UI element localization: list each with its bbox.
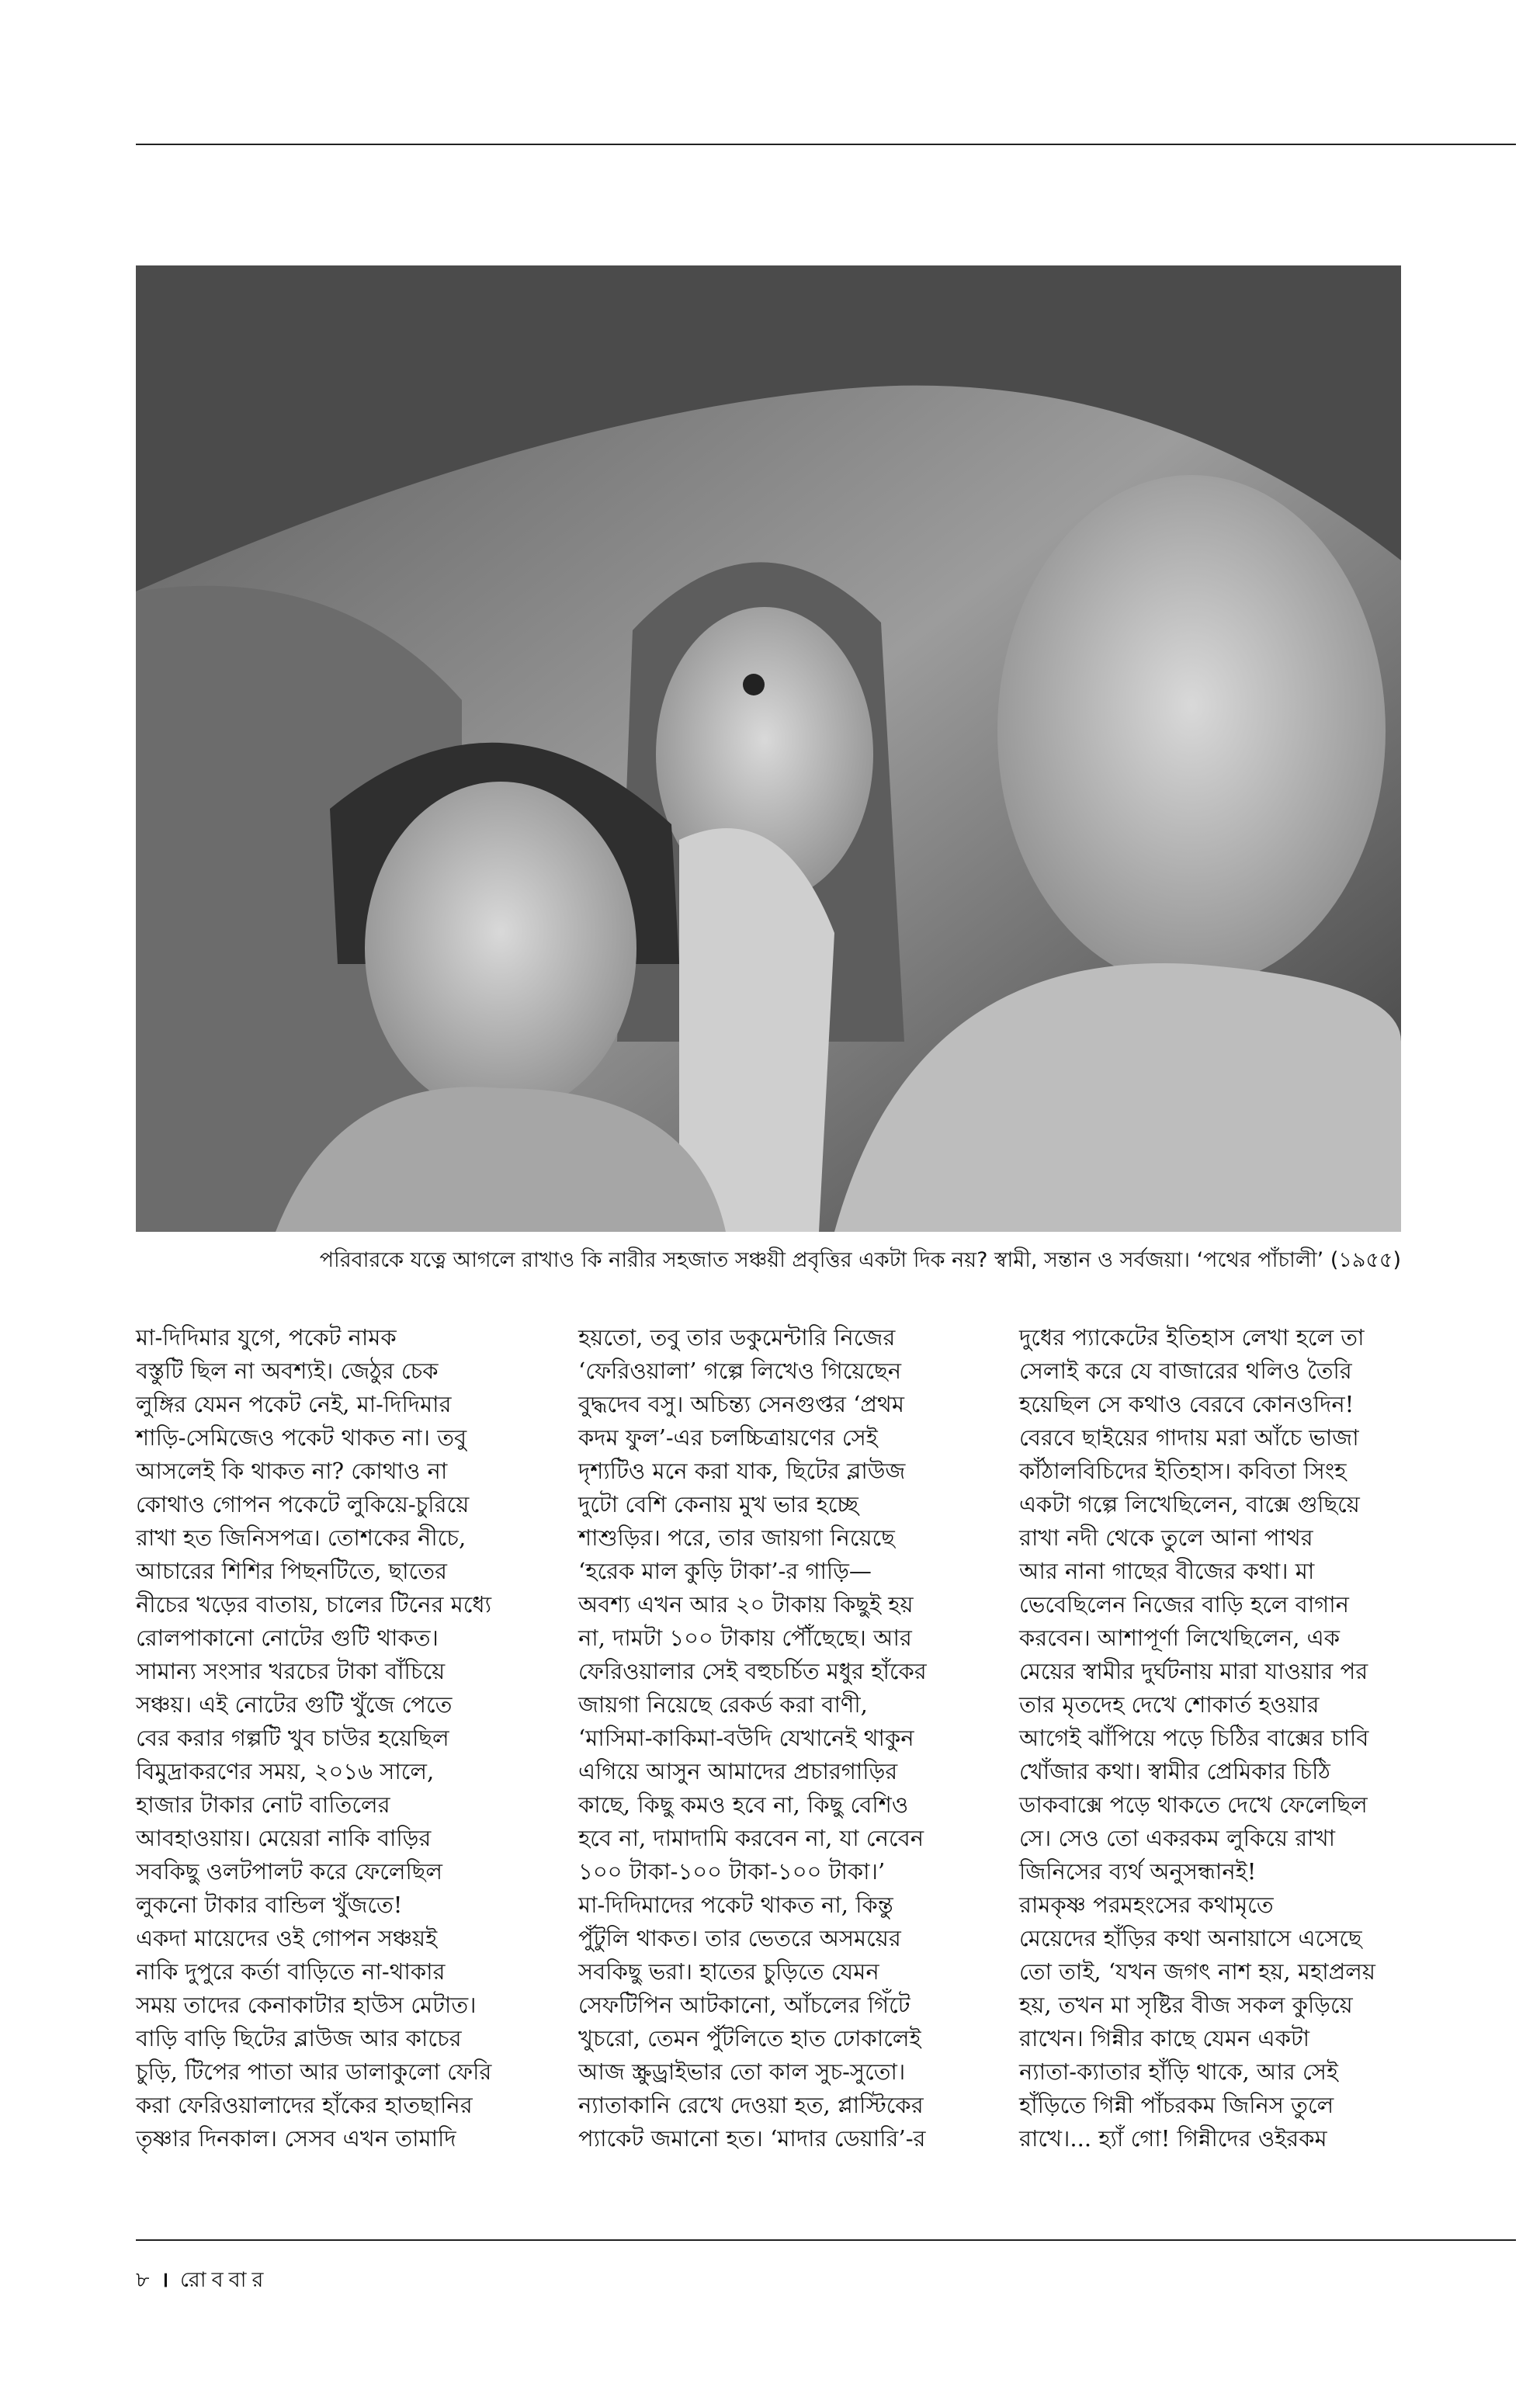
- article-column-2: হয়তো, তবু তার ডকুমেন্টারি নিজের ‘ফেরিওয়ালা’ গল্পে লিখেও গিয়েছেন বুদ্ধদেব বসু। অচিন্ত্য সেনগুপ্তর ‘প্রথম কদম ফুল’-এর চলচ্চিত্রায়ণের সেই দৃশ্যটিও মনে করা যাক, ছিটের ব্লাউজ দুটো বেশি কেনায় মুখ ভার হচ্ছে শাশুড়ির। পরে, তার জায়গা নিয়েছে ‘হরেক মাল কুড়ি টাকা’-র গাড়ি— অবশ্য এখন আর ২০ টাকায় কিছুই হয় না, দামটা ১০০ টাকায় পৌঁছেছে। আর ফেরিওয়ালার সেই বহুচর্চিত মধুর হাঁকের জায়গা নিয়েছে রেকর্ড করা বাণী, ‘মাসিমা-কাকিমা-বউদি যেখানেই থাকুন এগিয়ে আসুন আমাদের প্রচারগাড়ির কাছে, কিছু কমও হবে না, কিছু বেশিও হবে না, দামাদামি করবেন না, যা নেবেন ১০০ টাকা-১০০ টাকা-১০০ টাকা।’ মা-দিদিমাদের পকেট থাকত না, কিন্তু পুঁটুলি থাকত। তার ভেতরে অসময়ের সবকিছু ভরা। হাতের চুড়িতে যেমন সেফটিপিন আটকানো, আঁচলের গিঁটে খুচরো, তেমন পুঁটলিতে হাত ঢোকালেই আজ স্ক্রুড্রাইভার তো কাল সুচ-সুতো। ন্যাতাকানি রেখে দেওয়া হত, প্লাস্টিকের প্যাকেট জমানো হত। ‘মাদার ডেয়ারি’-র: [578, 1324, 927, 2152]
- bottom-rule: [136, 2239, 1516, 2241]
- child-face: [365, 782, 636, 1115]
- page-number: ৮: [136, 2268, 150, 2292]
- mother-bindi: [743, 674, 765, 695]
- father-face: [997, 475, 1386, 987]
- photo-caption: পরিবারকে যত্নে আগলে রাখাও কি নারীর সহজাত সঞ্চয়ী প্রবৃত্তির একটা দিক নয়? স্বামী, সন্তান ও সর্বজয়া। ‘পথের পাঁচালী’ (১৯৫৫): [319, 1248, 1401, 1272]
- cloth-held: [679, 828, 834, 1232]
- top-rule: [136, 144, 1516, 145]
- page-footer: [136, 2265, 269, 2296]
- film-still-illustration: [136, 265, 1401, 1232]
- film-still-photo: [136, 265, 1401, 1232]
- article-column-3: দুধের প্যাকেটের ইতিহাস লেখা হলে তা সেলাই করে যে বাজারের থলিও তৈরি হয়েছিল সে কথাও বেরবে কোনওদিন! বেরবে ছাইয়ের গাদায় মরা আঁচে ভাজা কাঁঠালবিচিদের ইতিহাস। কবিতা সিংহ একটা গল্পে লিখেছিলেন, বাক্সে গুছিয়ে রাখা নদী থেকে তুলে আনা পাথর আর নানা গাছের বীজের কথা। মা ভেবেছিলেন নিজের বাড়ি হলে বাগান করবেন। আশাপূর্ণা লিখেছিলেন, এক মেয়ের স্বামীর দুর্ঘটনায় মারা যাওয়ার পর তার মৃতদেহ দেখে শোকার্ত হওয়ার আগেই ঝাঁপিয়ে পড়ে চিঠির বাক্সের চাবি খোঁজার কথা। স্বামীর প্রেমিকার চিঠি ডাকবাক্সে পড়ে থাকতে দেখে ফেলেছিল সে। সেও তো একরকম লুকিয়ে রাখা জিনিসের ব্যর্থ অনুসন্ধানই! রামকৃষ্ণ পরমহংসের কথামৃতে মেয়েদের হাঁড়ির কথা অনায়াসে এসেছে তো তাই, ‘যখন জগৎ নাশ হয়, মহাপ্রলয় হয়, তখন মা সৃষ্টির বীজ সকল কুড়িয়ে রাখেন। গিন্নীর কাছে যেমন একটা ন্যাতা-ক্যাতার হাঁড়ি থাকে, আর সেই হাঁড়িতে গিন্নী পাঁচরকম জিনিস তুলে রাখে।... হ্যাঁ গো! গিন্নীদের ওইরকম: [1019, 1324, 1375, 2152]
- magazine-name: রোববার: [179, 2268, 269, 2292]
- article-column-1: মা-দিদিমার যুগে, পকেট নামক বস্তুটি ছিল না অবশ্যই। জেঠুর চেক লুঙ্গির যেমন পকেট নেই, মা-দিদিমার শাড়ি-সেমিজেও পকেট থাকত না। তবু আসলেই কি থাকত না? কোথাও না কোথাও গোপন পকেটে লুকিয়ে-চুরিয়ে রাখা হত জিনিসপত্র। তোশকের নীচে, আচারের শিশির পিছনটিতে, ছাতের নীচের খড়ের বাতায়, চালের টিনের মধ্যে রোলপাকানো নোটের গুটি থাকত। সামান্য সংসার খরচের টাকা বাঁচিয়ে সঞ্চয়। এই নোটের গুটি খুঁজে পেতে বের করার গল্পটি খুব চাউর হয়েছিল বিমুদ্রাকরণের সময়, ২০১৬ সালে, হাজার টাকার নোট বাতিলের আবহাওয়ায়। মেয়েরা নাকি বাড়ির সবকিছু ওলটপালট করে ফেলেছিল লুকনো টাকার বান্ডিল খুঁজতে! একদা মায়েদের ওই গোপন সঞ্চয়ই নাকি দুপুরে কর্তা বাড়িতে না-থাকার সময় তাদের কেনাকাটার হাউস মেটাত। বাড়ি বাড়ি ছিটের ব্লাউজ আর কাচের চুড়ি, টিপের পাতা আর ডালাকুলো ফেরি করা ফেরিওয়ালাদের হাঁকের হাতছানির তৃষ্ণার দিনকাল। সেসব এখন তামাদি: [136, 1324, 492, 2152]
- footer-separator: ।: [161, 2268, 169, 2292]
